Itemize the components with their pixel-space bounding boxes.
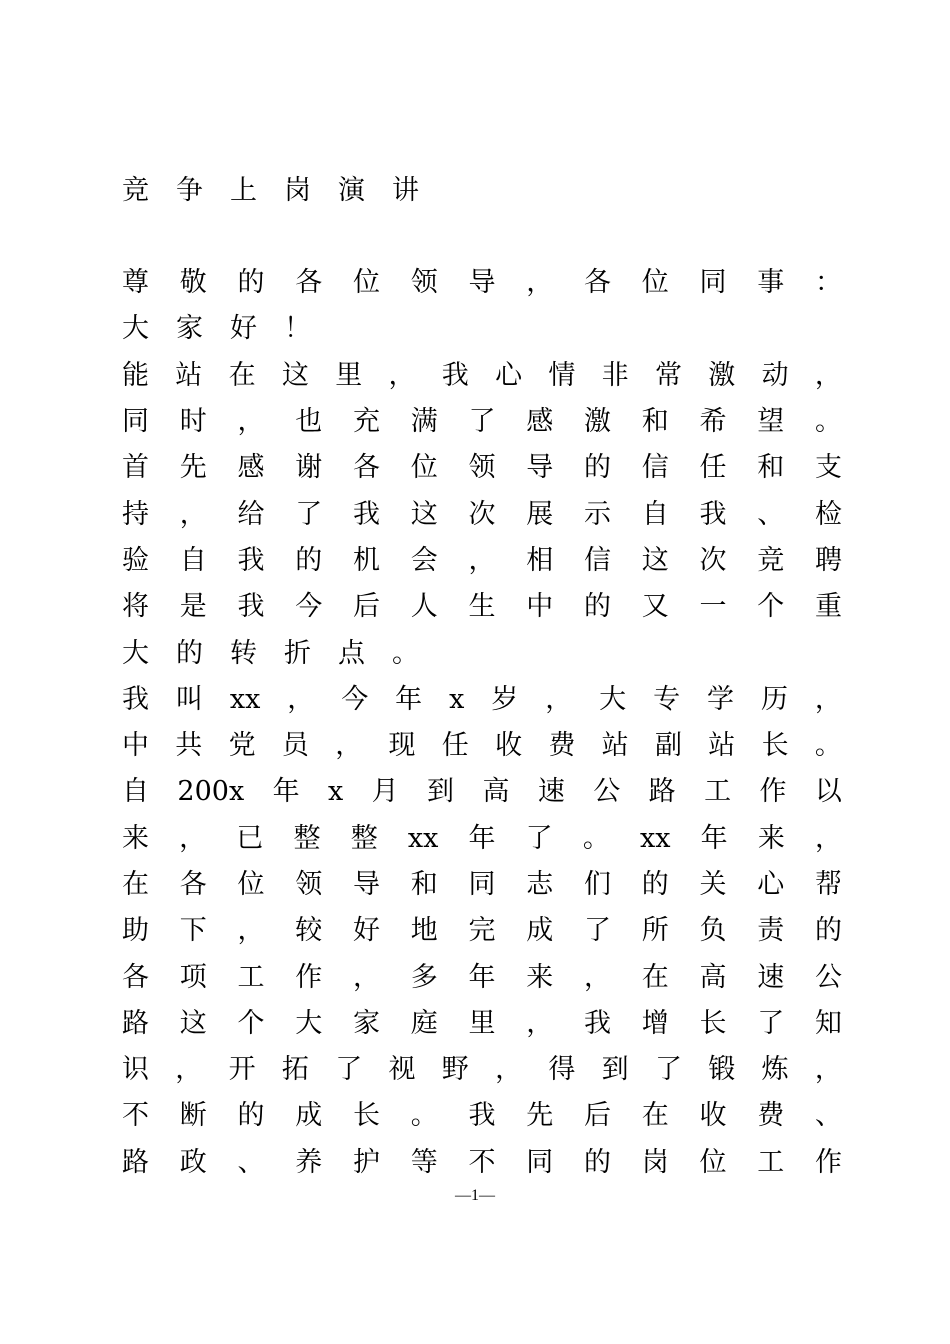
body-line: 路 这 个 大 家 庭 里 ， 我 增 长 了 知 — [122, 1007, 842, 1039]
body-line: 持 ， 给 了 我 这 次 展 示 自 我 、 检 — [122, 498, 842, 530]
body-line: 验 自 我 的 机 会 ， 相 信 这 次 竞 聘 — [122, 544, 842, 576]
page-number: —1— — [455, 1187, 495, 1204]
document-title — [122, 168, 842, 214]
body-line: 来 ， 已 整 整 xx 年 了 。 xx 年 来 ， — [122, 822, 842, 854]
body-line: 识 ， 开 拓 了 视 野 ， 得 到 了 锻 炼 ， — [122, 1054, 842, 1086]
title-text: 竞争上岗演讲 — [122, 175, 446, 206]
body-line: 首 先 感 谢 各 位 领 导 的 信 任 和 支 — [122, 452, 842, 484]
body-line: 大 家 好 ！ — [122, 313, 311, 345]
body-line: 助 下 ， 较 好 地 完 成 了 所 负 责 的 — [122, 915, 842, 947]
body-line: 大 的 转 折 点 。 — [122, 637, 419, 669]
body-line: 自 200x 年 x 月 到 高 速 公 路 工 作 以 — [122, 776, 842, 808]
body-line: 尊 敬 的 各 位 领 导 ， 各 位 同 事 ： — [122, 267, 842, 299]
body-line: 将 是 我 今 后 人 生 中 的 又 一 个 重 — [122, 591, 842, 623]
body-line: 在 各 位 领 导 和 同 志 们 的 关 心 帮 — [122, 869, 842, 900]
speech-body — [122, 260, 842, 1186]
body-line: 不 断 的 成 长 。 我 先 后 在 收 费 、 — [122, 1100, 842, 1132]
body-line: 各 项 工 作 ， 多 年 来 ， 在 高 速 公 — [122, 961, 842, 993]
body-line: 能 站 在 这 里 ， 我 心 情 非 常 激 动 ， — [122, 359, 842, 391]
body-line: 同 时 ， 也 充 满 了 感 激 和 希 望 。 — [122, 406, 842, 438]
body-line: 中 共 党 员 ， 现 任 收 费 站 副 站 长 。 — [122, 730, 842, 762]
body-line: 路 政 、 养 护 等 不 同 的 岗 位 工 作 — [122, 1146, 842, 1178]
body-line: 我 叫 xx ， 今 年 x 岁 ， 大 专 学 历 ， — [122, 683, 842, 715]
